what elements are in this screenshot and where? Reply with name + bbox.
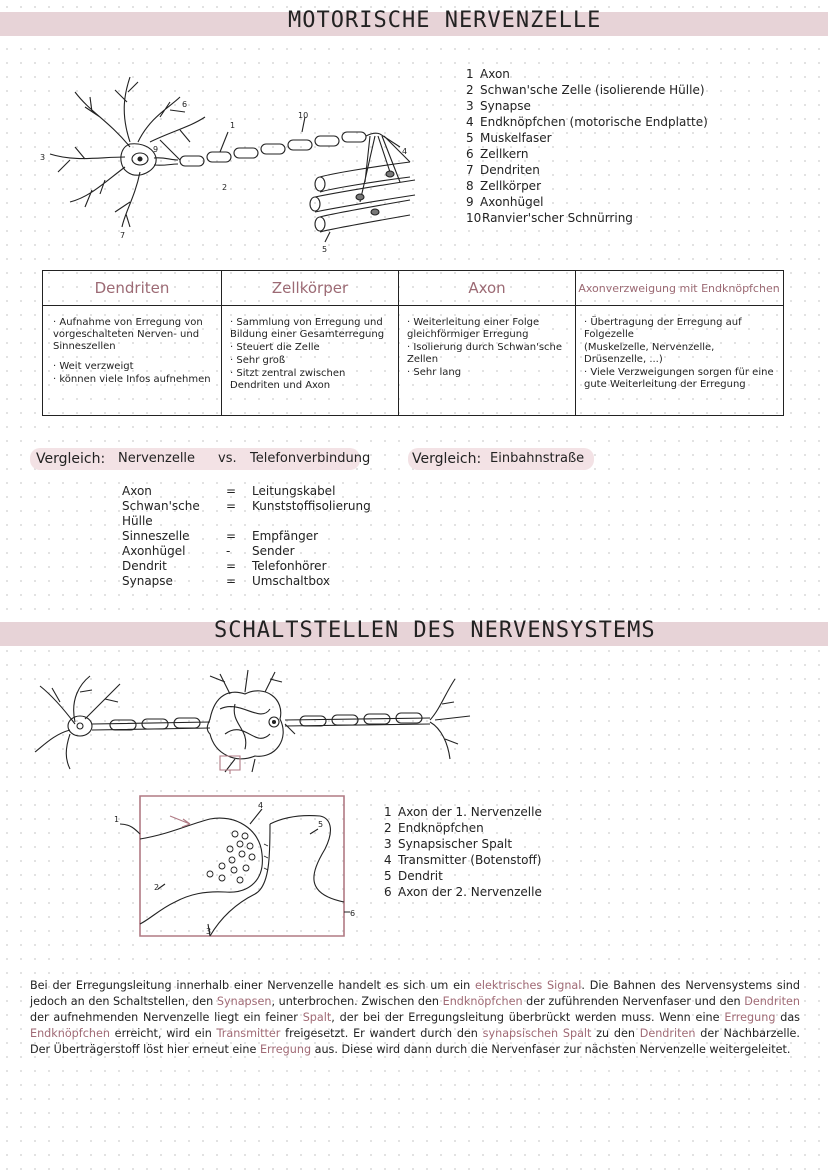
comparison-text-right: Einbahnstraße [490,451,585,466]
comparison-row: Sinneszelle = Empfänger [122,529,319,543]
legend-item: 10Ranvier'scher Schnürring [466,211,633,225]
comparison-row: Schwan'sche Hülle = Kunststoffisolierung [122,499,371,528]
explanation-paragraph: Bei der Erregungsleitung innerhalb einer Nervenzelle handelt es sich um ein elektrisches Signal. Die Bahnen des Nervensystems sind jedoch an den Schaltstellen, den Synapsen, unterbrochen. Zwischen den Endknöpfchen der zuführenden Nervenfaser und den Dendriten der aufnehmenden Nervenzelle liegt ein feiner Spalt, der bei der Erregungsleitung überbrückt werden muss. Wenn eine Erregung das Endknöpfchen erreicht, wird ein Transmitter freigesetzt. Er wandert durch den synapsischen Spalt zu den Dendriten der Nachbarzelle. Der Überträgerstoff löst hier erneut eine Erregung aus. Diese wird dann durch die Nervenfaser zur nächsten Nervenzelle weitergeleitet. [30,979,800,1056]
legend-item: 7 Dendriten [466,163,540,177]
legend-item: 5 Muskelfaser [466,131,552,145]
legend-item: 3 Synapsischer Spalt [384,837,513,851]
legend-item: 2 Endknöpfchen [384,821,484,835]
diagram-label: 4 [402,147,408,156]
motor-neuron-diagram [30,62,450,262]
comparison-row: Synapse = Umschaltbox [122,574,331,588]
comparison-row: Dendrit = Telefonhörer [122,559,327,573]
table-cell: · Übertragung der Erregung auf Folgezelle (Muskelzelle, Nervenzelle, Drüsenzelle, ...) · Viele Verzweigungen sorgen für eine gute Weiterleitung der Erregung [584,317,774,390]
comparison-text-left: Nervenzelle [118,451,196,466]
legend-item: 8 Zellkörper [466,179,542,193]
diagram-label: 4 [258,801,264,810]
legend-item: 3 Synapse [466,99,531,113]
diagram-label: 5 [318,820,324,829]
table-header: Axon [468,279,506,297]
legend-item: 2 Schwan'sche Zelle (isolierende Hülle) [466,83,705,97]
comparison-rows [122,484,371,589]
neuron-parts-table [42,270,784,416]
synapse-legend [384,804,542,900]
diagram-label: 10 [298,111,309,120]
synapse-diagram [110,794,360,944]
comparison-row: Axon = Leitungskabel [122,484,336,498]
table-cell: · Sammlung von Erregung und Bildung einer Gesamterregung · Steuert die Zelle · Sehr groß · Sitzt zentral zwischen Dendriten und Axon [230,317,385,391]
comparison-vs: vs. [218,451,237,466]
legend-item: 6 Zellkern [466,147,529,161]
diagram-label: 6 [182,100,188,109]
diagram-label: 1 [230,121,236,130]
legend-item: 1 Axon der 1. Nervenzelle [384,805,542,819]
legend-item: 6 Axon der 2. Nervenzelle [384,885,542,899]
section-title-motor-neuron: MOTORISCHE NERVENZELLE [288,8,602,33]
diagram-label: 1 [114,815,120,824]
table-header: Zellkörper [271,279,349,297]
comparison-label-right: Vergleich: [412,451,482,467]
diagram-label: 3 [206,927,212,936]
motor-neuron-legend [466,66,708,226]
table-header: Dendriten [94,279,170,297]
legend-item: 5 Dendrit [384,869,443,883]
table-cell: · Weiterleitung einer Folge gleichförmiger Erregung · Isolierung durch Schwan'sche Zellen · Sehr lang [407,317,563,378]
comparison-row: Axonhügel - Sender [122,544,295,558]
diagram-label: 5 [322,245,328,254]
diagram-label: 6 [350,909,356,918]
diagram-label: 2 [154,883,160,892]
diagram-label: 7 [120,231,126,240]
section-title-synapses: SCHALTSTELLEN DES NERVENSYSTEMS [214,618,656,643]
table-cell: · Aufnahme von Erregung von vorgeschalteten Nerven- und Sinneszellen · Weit verzweigt · können viele Infos aufnehmen [53,317,211,385]
legend-item: 9 Axonhügel [466,195,544,209]
diagram-label: 2 [222,183,228,192]
diagram-label: 9 [153,145,159,154]
diagram-label: 3 [40,153,46,162]
legend-item: 1 Axon [466,67,510,81]
legend-item: 4 Transmitter (Botenstoff) [384,853,542,867]
legend-item: 4 Endknöpfchen (motorische Endplatte) [466,115,708,129]
neuron-chain-diagram [30,664,500,774]
comparison-text-phone: Telefonverbindung [250,451,371,466]
table-header: Axonverzweigung mit Endknöpfchen [578,281,780,295]
comparison-label-left: Vergleich: [36,451,106,467]
